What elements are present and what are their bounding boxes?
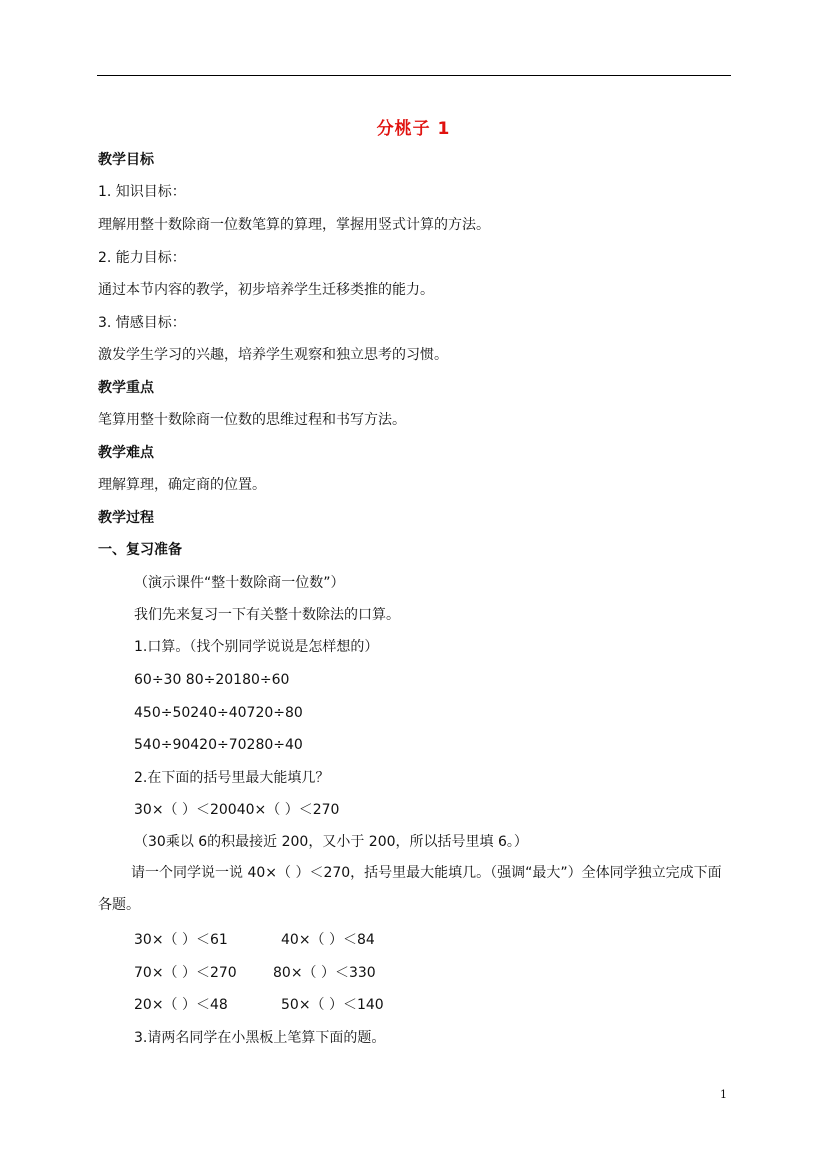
- exercise-2-right: 80×（ ）＜330: [273, 965, 376, 981]
- exercise-row-3-right: [281, 996, 384, 1014]
- objective-3-label: 3. 情感目标：: [98, 315, 186, 331]
- header-rule: [97, 75, 731, 76]
- exercise-row-2: [134, 964, 237, 982]
- document-title: 分桃子 1: [376, 119, 451, 139]
- oral-row-3: 540÷90420÷70280÷40: [134, 737, 303, 753]
- objective-2-text: 通过本节内容的教学，初步培养学生迁移类推的能力。: [98, 282, 434, 298]
- process-heading: 教学过程: [98, 510, 154, 526]
- objective-3-text: 激发学生学习的兴趣，培养学生观察和独立思考的习惯。: [98, 347, 448, 363]
- exercise-row-3: [134, 996, 228, 1014]
- exercise-3-right: 50×（ ）＜140: [281, 997, 384, 1013]
- oral-row-2: 450÷50240÷40720÷80: [134, 705, 303, 721]
- review-intro: 我们先来复习一下有关整十数除法的口算。: [134, 607, 400, 623]
- oral-row-1: 60÷30 80÷20180÷60: [134, 672, 290, 688]
- exercise-row-1-right: [281, 931, 375, 949]
- courseware-note: （演示课件“整十数除商一位数”）: [134, 575, 345, 591]
- practice-paragraph: 请一个同学说一说 40×（ ）＜270，括号里最大能填几。（强调“最大”）全体同学独立完成下面各题。: [98, 865, 722, 913]
- difficulty-heading: 教学难点: [98, 445, 154, 461]
- exercise-1-right: 40×（ ）＜84: [281, 932, 375, 948]
- key-point-text: 笔算用整十数除商一位数的思维过程和书写方法。: [98, 412, 406, 428]
- exercise-3-left: 20×（ ）＜48: [134, 997, 228, 1013]
- step-3: 3.请两名同学在小黑板上笔算下面的题。: [134, 1030, 386, 1046]
- difficulty-text: 理解算理，确定商的位置。: [98, 477, 266, 493]
- exercise-row-1: [134, 931, 228, 949]
- page-number: 1: [720, 1088, 727, 1101]
- exercise-2-left: 70×（ ）＜270: [134, 965, 237, 981]
- objective-1-text: 理解用整十数除商一位数笔算的算理，掌握用竖式计算的方法。: [98, 217, 490, 233]
- fill-example: 30×（ ）＜20040×（ ）＜270: [134, 802, 340, 818]
- part-1-heading: 一、复习准备: [98, 542, 182, 558]
- objective-2-label: 2. 能力目标：: [98, 250, 186, 266]
- fill-explanation: （30乘以 6的积最接近 200，又小于 200，所以括号里填 6。）: [134, 834, 528, 850]
- key-point-heading: 教学重点: [98, 380, 154, 396]
- objective-1-label: 1. 知识目标：: [98, 184, 186, 200]
- step-2: 2.在下面的括号里最大能填几？: [134, 770, 330, 786]
- exercise-row-2-right: [273, 964, 376, 982]
- step-1: 1.口算。（找个别同学说说是怎样想的）: [134, 639, 379, 655]
- objectives-heading: 教学目标: [98, 152, 154, 168]
- exercise-1-left: 30×（ ）＜61: [134, 932, 228, 948]
